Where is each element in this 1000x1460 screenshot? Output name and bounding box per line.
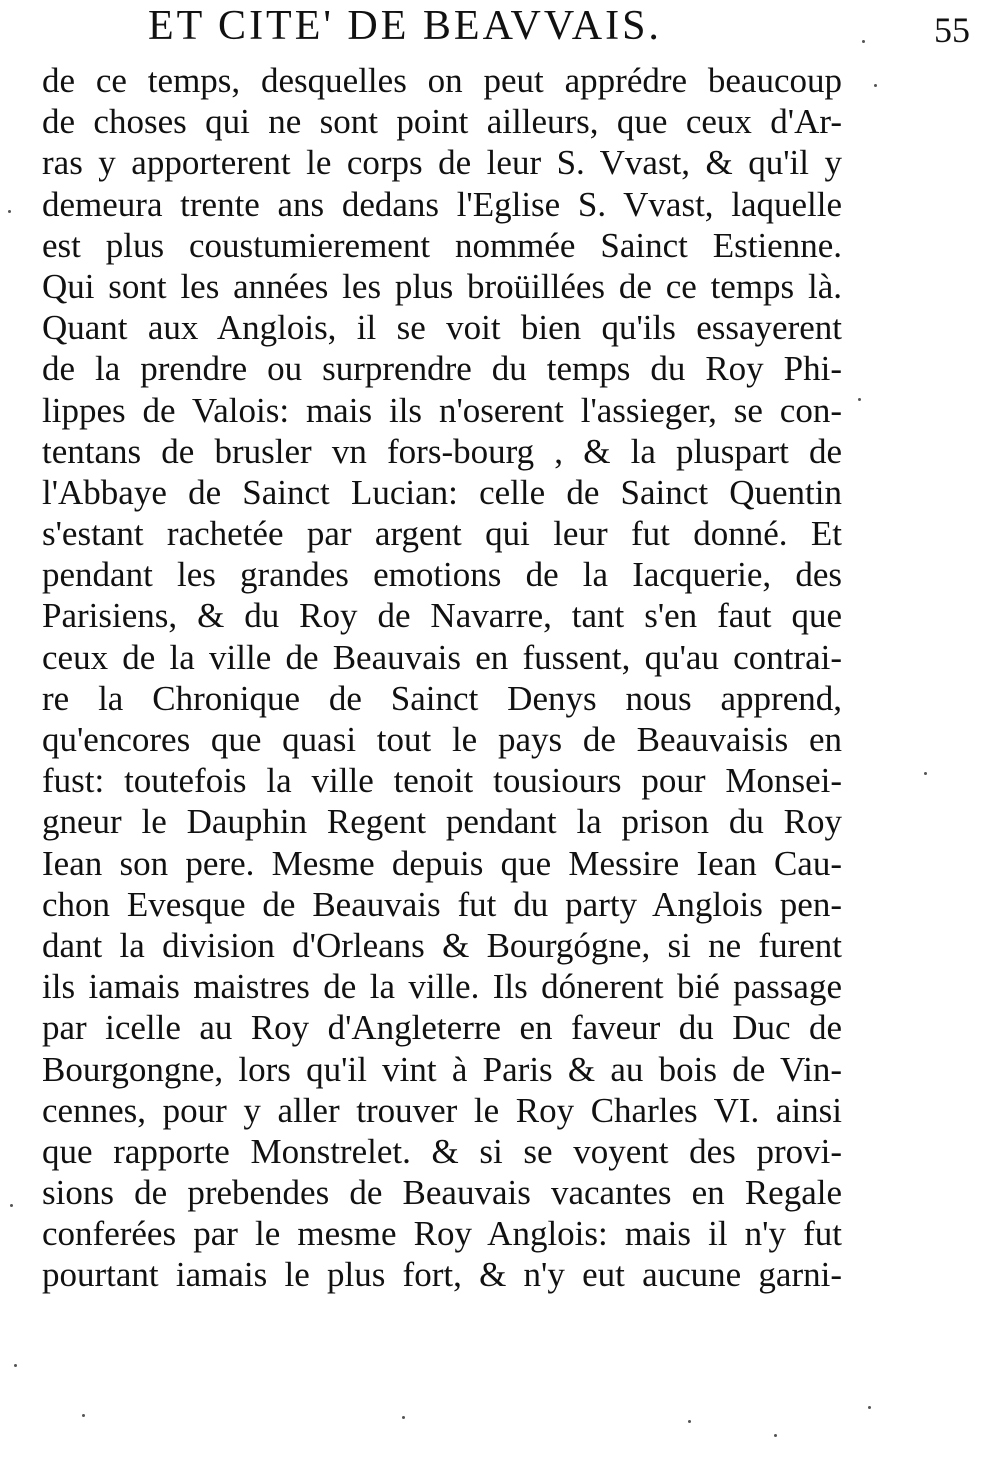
text-line: dant la division d'Orleans & Bourgógne, si ne furent — [42, 925, 842, 965]
text-line: sions de prebendes de Beauvais vacantes en Regale — [42, 1173, 842, 1213]
text-line: tentans de brusler vn fors-bourg , & la pluspart de — [42, 431, 842, 471]
text-line: demeura trente ans dedans l'Eglise S. Vvast, laquelle — [42, 184, 842, 224]
text-line: Iean son pere. Mesme depuis que Messire Iean Cau- — [42, 843, 842, 883]
text-line: que rapporte Monstrelet. & si se voyent des provi- — [42, 1131, 842, 1171]
text-line: ceux de la ville de Beauvais en fussent, qu'au contrai- — [42, 637, 842, 677]
text-line: qu'encores que quasi tout le pays de Beauvaisis en — [42, 720, 842, 759]
margin-speck — [858, 398, 861, 401]
margin-speck — [402, 1416, 405, 1419]
margin-speck — [868, 1406, 871, 1409]
margin-speck — [862, 40, 865, 43]
text-line: de choses qui ne sont point ailleurs, que ceux d'Ar- — [42, 102, 842, 142]
text-line: est plus coustumierement nommée Sainct Estienne. — [42, 225, 842, 265]
margin-speck — [688, 1420, 691, 1423]
text-line: cennes, pour y aller trouver le Roy Charles VI. ainsi — [42, 1090, 842, 1130]
text-line: de la prendre ou surprendre du temps du Roy Phi- — [42, 349, 842, 389]
text-line: ras y apporterent le corps de leur S. Vvast, & qu'il y — [42, 143, 842, 183]
text-line: pourtant iamais le plus fort, & n'y eut aucune garni- — [42, 1255, 842, 1295]
page-number: 55 — [934, 10, 970, 50]
margin-speck — [10, 1204, 13, 1207]
text-line: l'Abbaye de Sainct Lucian: celle de Sainct Quentin — [42, 472, 842, 512]
text-line: Quant aux Anglois, il se voit bien qu'ils essayerent — [42, 308, 842, 348]
text-line: fust: toutefois la ville tenoit tousiours pour Monsei- — [42, 761, 842, 801]
text-line: re la Chronique de Sainct Denys nous apprend, — [42, 678, 842, 718]
text-line: par icelle au Roy d'Angleterre en faveur du Duc de — [42, 1008, 842, 1048]
margin-speck — [8, 210, 11, 213]
text-line: ils iamais maistres de la ville. Ils dónerent bié passage — [42, 967, 842, 1007]
text-line: gneur le Dauphin Regent pendant la prison du Roy — [42, 802, 842, 842]
margin-speck — [774, 1434, 777, 1437]
text-line: Bourgongne, lors qu'il vint à Paris & au bois de Vin- — [42, 1049, 842, 1089]
margin-speck — [924, 772, 927, 775]
margin-speck — [874, 84, 877, 87]
body-text — [42, 60, 842, 1296]
text-line: conferées par le mesme Roy Anglois: mais il n'y fut — [42, 1214, 842, 1254]
text-line: Parisiens, & du Roy de Navarre, tant s'en faut que — [42, 596, 842, 636]
running-title: ET CITE' DE BEAVVAIS. — [148, 3, 662, 49]
text-line: s'estant rachetée par argent qui leur fut donné. Et — [42, 514, 842, 554]
margin-speck — [14, 1364, 17, 1367]
text-line: lippes de Valois: mais ils n'oserent l'assieger, se con- — [42, 390, 842, 430]
text-line: chon Evesque de Beauvais fut du party Anglois pen- — [42, 884, 842, 924]
running-head — [40, 0, 980, 52]
margin-speck — [82, 1414, 85, 1417]
text-line: pendant les grandes emotions de la Iacquerie, des — [42, 555, 842, 595]
text-line: de ce temps, desquelles on peut apprédre beaucoup — [42, 61, 842, 100]
text-line: Qui sont les années les plus broüillées de ce temps là. — [42, 266, 842, 306]
